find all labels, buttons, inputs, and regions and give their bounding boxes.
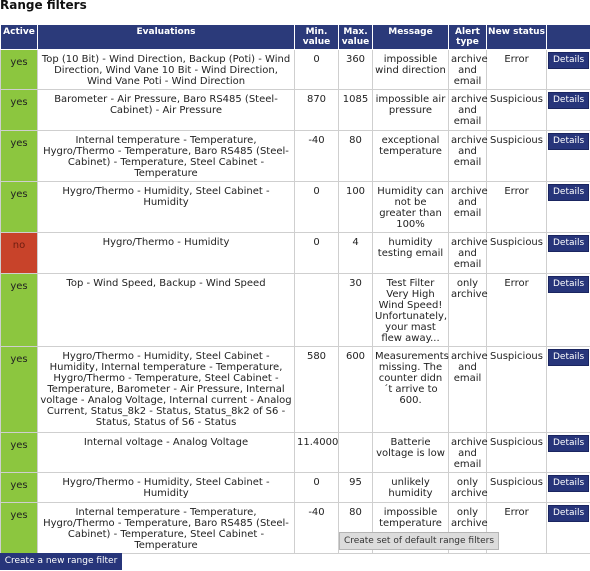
message-cell: Test Filter Very High Wind Speed! Unfortunately, your mast flew away... <box>373 274 449 347</box>
max-value-cell: 95 <box>339 473 373 503</box>
new-status-cell: Error <box>487 503 547 554</box>
alert-type-cell: only archive <box>449 503 487 554</box>
message-cell: impossible air pressure <box>373 90 449 131</box>
evaluations-cell: Hygro/Thermo - Humidity, Steel Cabinet - Humidity, Internal temperature - Temperature, Hygro/Thermo - Temperature, Steel Cabinet - Temperature, Barometer - Air Pressure, Internal voltage - Analog Voltage, Internal current - Analog Current, Status_8k2 - Status, Status_8k2 of S6 - Status, Status of S6 - Status <box>38 347 295 433</box>
details-cell <box>547 182 590 233</box>
max-value-cell: 360 <box>339 50 373 90</box>
table-row <box>1 433 590 473</box>
active-status-cell: yes <box>1 347 38 433</box>
details-button[interactable]: Details <box>548 475 589 492</box>
table-row <box>1 233 590 274</box>
details-button[interactable]: Details <box>548 276 589 293</box>
table-row <box>1 50 590 90</box>
min-value-cell <box>295 274 339 347</box>
alert-type-cell: only archive <box>449 274 487 347</box>
details-cell <box>547 473 590 503</box>
details-button[interactable]: Details <box>548 235 589 252</box>
header-row <box>1 25 590 50</box>
details-button[interactable]: Details <box>548 92 589 109</box>
new-status-cell: Error <box>487 274 547 347</box>
active-status-cell: no <box>1 233 38 274</box>
evaluations-cell: Hygro/Thermo - Humidity, Steel Cabinet - Humidity <box>38 473 295 503</box>
new-status-cell: Suspicious <box>487 131 547 182</box>
max-value-cell: 80 <box>339 503 373 554</box>
min-value-cell: 0 <box>295 182 339 233</box>
max-value-cell: 600 <box>339 347 373 433</box>
header-new-status: New status <box>487 25 547 50</box>
min-value-cell: 580 <box>295 347 339 433</box>
details-cell <box>547 274 590 347</box>
evaluations-cell: Internal temperature - Temperature, Hygro/Thermo - Temperature, Baro RS485 (Steel-Cabinet) - Temperature, Steel Cabinet - Temperature <box>38 503 295 554</box>
max-value-cell: 1085 <box>339 90 373 131</box>
evaluations-cell: Internal voltage - Analog Voltage <box>38 433 295 473</box>
alert-type-cell: archive and email <box>449 90 487 131</box>
alert-type-cell: archive and email <box>449 50 487 90</box>
header-min-value: Min. value <box>295 25 339 50</box>
table-row <box>1 473 590 503</box>
message-cell: unlikely humidity <box>373 473 449 503</box>
create-default-filters-button[interactable]: Create set of default range filters <box>339 532 499 550</box>
details-cell <box>547 90 590 131</box>
evaluations-cell: Internal temperature - Temperature, Hygro/Thermo - Temperature, Baro RS485 (Steel-Cabinet) - Temperature, Steel Cabinet - Temperature <box>38 131 295 182</box>
max-value-cell: 80 <box>339 131 373 182</box>
message-cell: exceptional temperature <box>373 131 449 182</box>
active-status-cell: yes <box>1 131 38 182</box>
min-value-cell: 0 <box>295 233 339 274</box>
message-cell: Batterie voltage is low <box>373 433 449 473</box>
message-cell: Humidity can not be greater than 100% <box>373 182 449 233</box>
new-status-cell: Error <box>487 182 547 233</box>
evaluations-cell: Top - Wind Speed, Backup - Wind Speed <box>38 274 295 347</box>
header-active: Active <box>1 25 38 50</box>
min-value-cell: 870 <box>295 90 339 131</box>
new-status-cell: Suspicious <box>487 347 547 433</box>
details-cell <box>547 233 590 274</box>
active-status-cell: yes <box>1 50 38 90</box>
header-message: Message <box>373 25 449 50</box>
max-value-cell: 30 <box>339 274 373 347</box>
details-button[interactable]: Details <box>548 435 589 452</box>
table-row <box>1 131 590 182</box>
header-actions <box>547 25 590 50</box>
details-button[interactable]: Details <box>548 184 589 201</box>
alert-type-cell: archive and email <box>449 347 487 433</box>
page-title: Range filters <box>0 0 87 12</box>
details-button[interactable]: Details <box>548 349 589 366</box>
max-value-cell: 100 <box>339 182 373 233</box>
details-cell <box>547 50 590 90</box>
header-max-value: Max. value <box>339 25 373 50</box>
min-value-cell: -40 <box>295 131 339 182</box>
active-status-cell: yes <box>1 182 38 233</box>
new-status-cell: Suspicious <box>487 433 547 473</box>
message-cell: impossible temperature <box>373 503 449 554</box>
new-status-cell: Suspicious <box>487 473 547 503</box>
new-status-cell: Error <box>487 50 547 90</box>
evaluations-cell: Hygro/Thermo - Humidity <box>38 233 295 274</box>
active-status-cell: yes <box>1 433 38 473</box>
active-status-cell: yes <box>1 473 38 503</box>
max-value-cell <box>339 433 373 473</box>
alert-type-cell: archive and email <box>449 131 487 182</box>
alert-type-cell: archive and email <box>449 233 487 274</box>
header-alert-type: Alert type <box>449 25 487 50</box>
create-range-filter-button[interactable]: Create a new range filter <box>0 553 122 570</box>
header-evaluations: Evaluations <box>38 25 295 50</box>
table-row <box>1 182 590 233</box>
table-row <box>1 347 590 433</box>
min-value-cell: 11.4000 <box>295 433 339 473</box>
table-row <box>1 274 590 347</box>
active-status-cell: yes <box>1 274 38 347</box>
active-status-cell: yes <box>1 90 38 131</box>
new-status-cell: Suspicious <box>487 90 547 131</box>
details-button[interactable]: Details <box>548 133 589 150</box>
table-row <box>1 503 590 554</box>
min-value-cell: 0 <box>295 473 339 503</box>
evaluations-cell: Hygro/Thermo - Humidity, Steel Cabinet - Humidity <box>38 182 295 233</box>
alert-type-cell: archive and email <box>449 433 487 473</box>
message-cell: impossible wind direction <box>373 50 449 90</box>
message-cell: humidity testing email <box>373 233 449 274</box>
details-cell <box>547 503 590 554</box>
details-cell <box>547 131 590 182</box>
alert-type-cell: archive and email <box>449 182 487 233</box>
min-value-cell: 0 <box>295 50 339 90</box>
alert-type-cell: only archive <box>449 473 487 503</box>
details-cell <box>547 347 590 433</box>
details-cell <box>547 433 590 473</box>
evaluations-cell: Top (10 Bit) - Wind Direction, Backup (Poti) - Wind Direction, Wind Vane 10 Bit - Wind Direction, Wind Vane Poti - Wind Direction <box>38 50 295 90</box>
details-button[interactable]: Details <box>548 52 589 69</box>
range-filters-table <box>0 24 590 554</box>
details-button[interactable]: Details <box>548 505 589 522</box>
message-cell: Measurements missing. The counter didn´t arrive to 600. <box>373 347 449 433</box>
new-status-cell: Suspicious <box>487 233 547 274</box>
table-row <box>1 90 590 131</box>
active-status-cell: yes <box>1 503 38 554</box>
evaluations-cell: Barometer - Air Pressure, Baro RS485 (Steel-Cabinet) - Air Pressure <box>38 90 295 131</box>
min-value-cell: -40 <box>295 503 339 554</box>
max-value-cell: 4 <box>339 233 373 274</box>
